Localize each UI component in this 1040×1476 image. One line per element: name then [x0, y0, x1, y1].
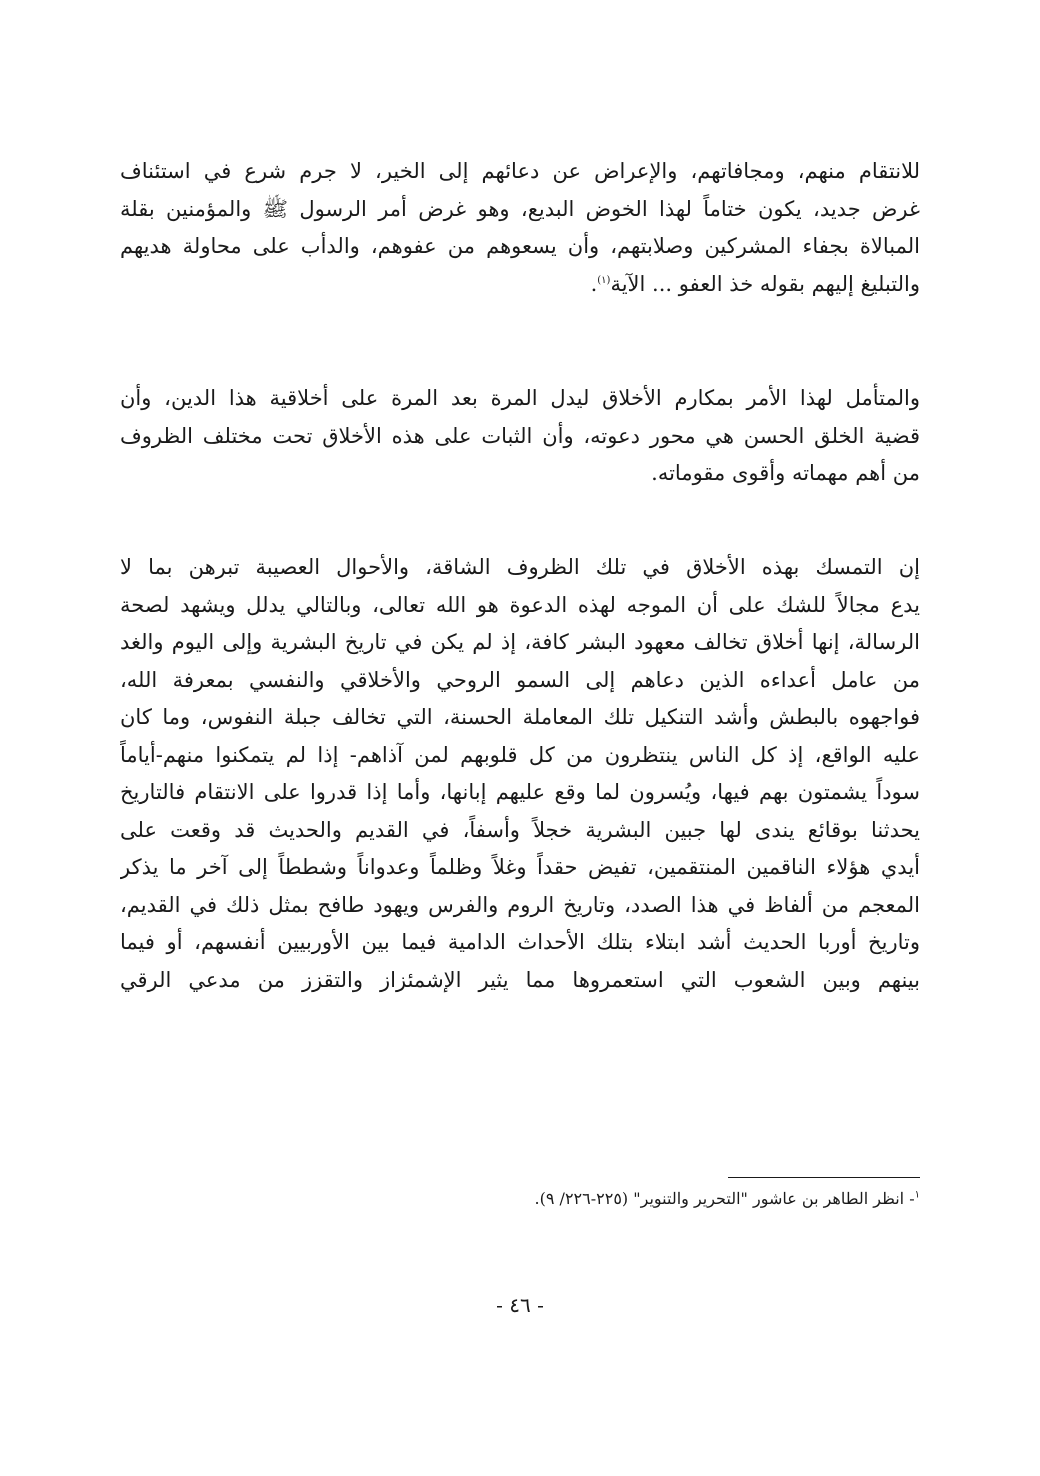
footnote-divider: [728, 1177, 920, 1178]
text-line: [120, 266, 920, 304]
paragraph-3: [120, 549, 920, 999]
end-punctuation: .: [590, 271, 598, 296]
text-line: يدع مجالاً للشك على أن الموجه لهذه الدعوة هو الله تعالى، وبالتالي يدلل ويشهد لصحة: [120, 592, 920, 617]
text-line: من عامل أعداءه الذين دعاهم إلى السمو الروحي والأخلاقي والنفسي بمعرفة الله،: [120, 667, 920, 692]
text-line: قضية الخلق الحسن هي محور دعوته، وأن الثبات على هذه الأخلاق تحت مختلف الظروف: [120, 423, 920, 448]
text-line: غرض جديد، يكون ختاماً لهذا الخوض البديع، وهو غرض أمر الرسول ﷺ والمؤمنين بقلة: [120, 196, 920, 221]
text-line: وتاريخ أوربا الحديث أشد ابتلاء بتلك الأحداث الدامية فيما بين الأوربيين أنفسهم، أو فيما: [120, 930, 920, 954]
footnote-marker: ١: [914, 1189, 920, 1201]
text-line: والمتأمل لهذا الأمر بمكارم الأخلاق ليدل المرة بعد المرة على أخلاقية هذا الدين، وأن: [120, 386, 920, 410]
text-line: للانتقام منهم، ومجافاتهم، والإعراض عن دعائهم إلى الخير، لا جرم شرع في استئناف: [120, 159, 920, 183]
paragraph-1: [120, 153, 920, 303]
footnote: [400, 1186, 920, 1212]
text-line: عليه الواقع، إذ كل الناس ينتظرون من كل قلوبهم لمن آذاهم- إذا لم يتمكنوا منهم-أياماً: [120, 742, 920, 767]
text-line: سوداً يشمتون بهم فيها، ويُسرون لما وقع عليهم إبانها، وأما إذا قدروا على الانتقام فالتاريخ: [120, 780, 920, 804]
text-line: يحدثنا بوقائع يندى لها جبين البشرية خجلاً وأسفاً، في القديم والحديث قد وقعت على: [120, 817, 920, 842]
paragraph-2: [120, 380, 920, 493]
footnote-text: - انظر الطاهر بن عاشور "التحرير والتنوير" (٢٢٥-٢٢٦/ ٩).: [534, 1189, 915, 1208]
text-line: من أهم مهماته وأقوى مقوماته.: [651, 461, 920, 485]
page-number: - ٤٦ -: [496, 1293, 544, 1317]
text-line: بينهم وبين الشعوب التي استعمروها مما يثير الإشمئزاز والتقزز من مدعي الرقي: [120, 967, 920, 992]
text-line: إن التمسك بهذه الأخلاق في تلك الظروف الشاقة، والأحوال العصيبة تبرهن بما لا: [120, 555, 920, 579]
footnote-reference[interactable]: (١): [597, 274, 611, 286]
text-line-content: والتبليغ إليهم بقوله خذ العفو ... الآية: [610, 271, 920, 296]
text-line: فواجهوه بالبطش وأشد التنكيل تلك المعاملة الحسنة، التي تخالف جبلة النفوس، وما كان: [120, 705, 920, 729]
text-line: أيدي هؤلاء الناقمين المنتقمين، تفيض حقداً وغلاً وظلماً وعدواناً وشططاً إلى آخر ما يذكر: [120, 855, 920, 879]
text-line: المبالاة بجفاء المشركين وصلابتهم، وأن يسعوهم من عفوهم، والدأب على محاولة هديهم: [120, 234, 920, 258]
text-line: الرسالة، إنها أخلاق تخالف معهود البشر كافة، إذ لم يكن في تاريخ البشرية وإلى اليوم والغد: [120, 630, 920, 654]
text-line: المعجم من ألفاظ في هذا الصدد، وتاريخ الروم والفرس ويهود طافح بمثل ذلك في القديم،: [120, 892, 920, 917]
